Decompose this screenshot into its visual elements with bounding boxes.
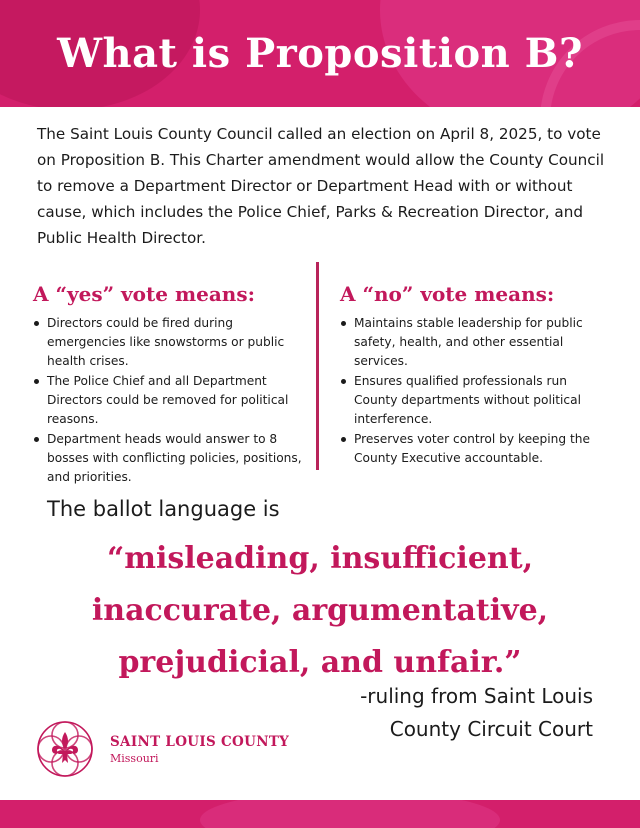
list-item: Preserves voter control by keeping the County Executive accountable. [340, 430, 610, 468]
no-vote-list [340, 314, 610, 468]
yes-vote-list [33, 314, 303, 487]
logo-name: SAINT LOUIS COUNTY [110, 734, 290, 750]
list-item: Directors could be fired during emergencies like snowstorms or public health crises. [33, 314, 303, 371]
quote-line: prejudicial, and unfair.” [118, 645, 522, 680]
no-vote-section [340, 282, 610, 469]
yes-vote-section [33, 282, 303, 488]
decorative-shape [200, 800, 500, 828]
list-item: Maintains stable leadership for public safety, health, and other essential services. [340, 314, 610, 371]
page-title: What is Proposition B? [57, 30, 583, 77]
quote-lead: The ballot language is [47, 497, 280, 521]
column-divider [316, 262, 319, 470]
list-item: The Police Chief and all Department Directors could be removed for political reasons. [33, 372, 303, 429]
yes-vote-heading: A “yes” vote means: [33, 282, 255, 306]
list-item: Ensures qualified professionals run County departments without political interference. [340, 372, 610, 429]
court-quote [0, 533, 640, 689]
intro-paragraph: The Saint Louis County Council called an election on April 8, 2025, to vote on Proposition B. This Charter amendment would allow the County Council to remove a Department Director or Department Head with or without cause, which includes the Police Chief, Parks & Recreation Director, and Public Health Director. [37, 125, 605, 247]
attribution-line: County Circuit Court [389, 717, 593, 741]
header-banner [0, 0, 640, 107]
county-logo [34, 718, 334, 778]
no-vote-heading: A “no” vote means: [340, 282, 555, 306]
list-item: Department heads would answer to 8 bosses with conflicting policies, positions, and priorities. [33, 430, 303, 487]
quote-line: inaccurate, argumentative, [91, 593, 549, 628]
quote-line: “misleading, insufficient, [106, 541, 534, 576]
footer-band [0, 800, 640, 828]
quote-attribution [360, 680, 593, 746]
logo-subtitle: Missouri [110, 752, 159, 765]
fleur-de-lis-icon [34, 718, 96, 780]
attribution-line: -ruling from Saint Louis [360, 684, 593, 708]
